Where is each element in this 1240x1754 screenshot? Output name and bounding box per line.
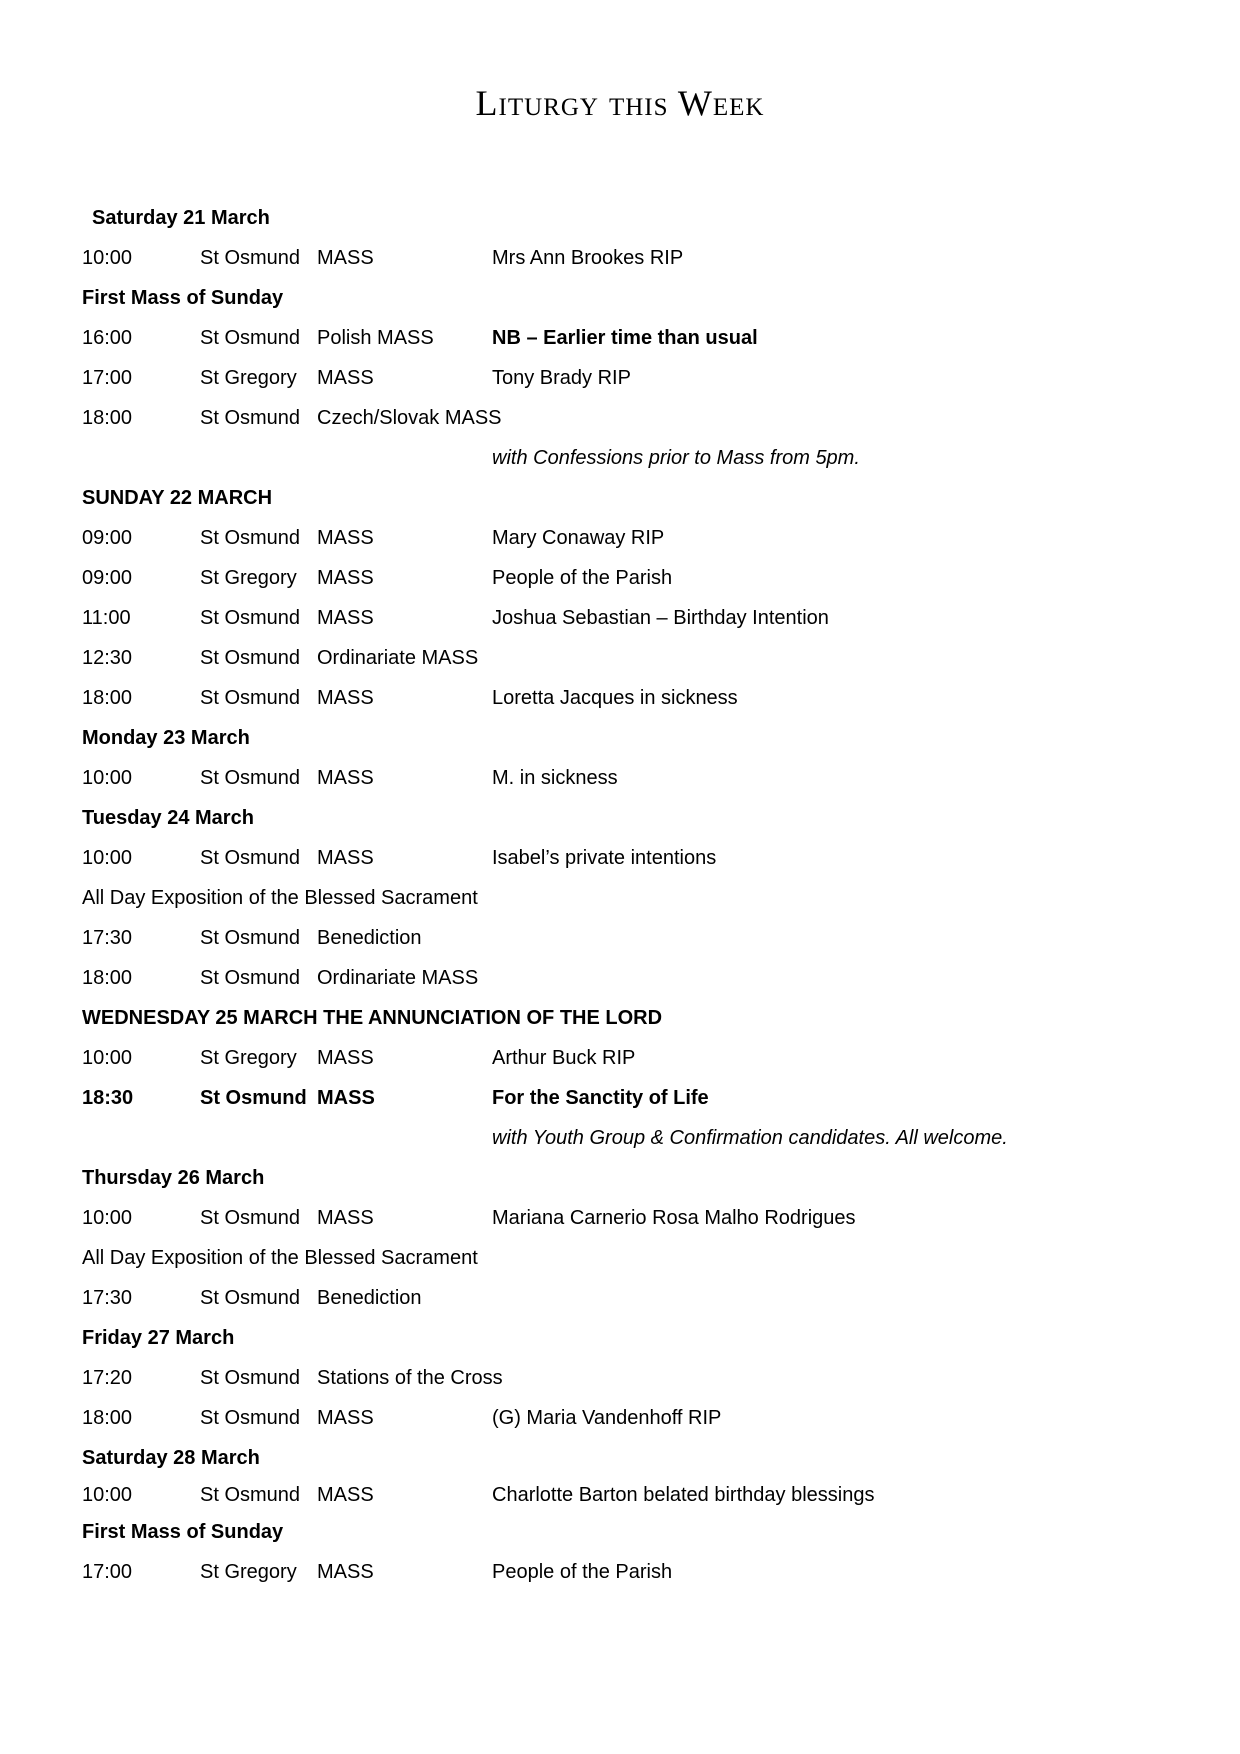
church-cell: St Osmund [200, 967, 301, 989]
day-header: WEDNESDAY 25 MARCH THE ANNUNCIATION OF THE LORD [82, 1007, 663, 1029]
time-cell: 11:00 [82, 607, 131, 629]
day-header: Monday 23 March [82, 727, 250, 749]
time-cell: 16:00 [82, 327, 133, 349]
time-cell: 17:00 [82, 1561, 133, 1583]
intention-cell: Isabel’s private intentions [492, 847, 717, 869]
time-cell: 10:00 [82, 767, 133, 789]
time-cell: 18:00 [82, 967, 133, 989]
intention-cell [492, 1358, 1210, 1398]
church-cell: St Gregory [200, 567, 297, 589]
time-cell: 18:30 [82, 1087, 134, 1109]
intention-cell: Arthur Buck RIP [492, 1047, 636, 1069]
intention-cell: Mrs Ann Brookes RIP [492, 247, 684, 269]
church-cell: St Osmund [200, 647, 301, 669]
intention-cell: NB – Earlier time than usual [492, 327, 758, 349]
intention-cell: Mariana Carnerio Rosa Malho Rodrigues [492, 1207, 856, 1229]
schedule-row [82, 1278, 1210, 1318]
schedule-row [82, 398, 1210, 438]
schedule-row [82, 918, 1210, 958]
church-cell: St Gregory [200, 1561, 297, 1583]
schedule-row [82, 638, 1210, 678]
church-cell: St Osmund [200, 527, 301, 549]
schedule-row [82, 758, 1210, 798]
day-header: SUNDAY 22 MARCH [82, 487, 273, 509]
schedule-row [82, 238, 1210, 278]
day-header: Tuesday 24 March [82, 807, 254, 829]
exposition-line: All Day Exposition of the Blessed Sacrament [82, 1247, 478, 1269]
intention-cell: Joshua Sebastian – Birthday Intention [492, 607, 829, 629]
service-cell: MASS [317, 1207, 374, 1229]
time-cell: 17:00 [82, 367, 133, 389]
note-line: with Youth Group & Confirmation candidates. All welcome. [492, 1127, 1008, 1149]
time-cell: 17:30 [82, 1287, 133, 1309]
service-cell: MASS [317, 1087, 375, 1109]
service-cell: Ordinariate MASS [317, 647, 479, 669]
service-cell: MASS [317, 687, 374, 709]
time-cell: 18:00 [82, 407, 133, 429]
intention-cell: People of the Parish [492, 567, 673, 589]
schedule-row [82, 358, 1210, 398]
intention-cell [492, 1278, 1210, 1318]
note-line: with Confessions prior to Mass from 5pm. [492, 447, 860, 469]
time-cell: 17:20 [82, 1367, 133, 1389]
service-cell: Benediction [317, 927, 422, 949]
intention-cell: For the Sanctity of Life [492, 1087, 709, 1109]
church-cell: St Osmund [200, 687, 301, 709]
schedule-row [82, 318, 1210, 358]
service-cell: Czech/Slovak MASS [317, 407, 502, 429]
church-cell: St Osmund [200, 1207, 301, 1229]
page-title: Liturgy this Week [475, 83, 765, 123]
schedule-row [82, 1198, 1210, 1238]
service-cell: MASS [317, 1484, 374, 1506]
schedule-row [82, 518, 1210, 558]
service-cell: MASS [317, 1047, 374, 1069]
subheader: First Mass of Sunday [82, 287, 284, 309]
intention-cell: Loretta Jacques in sickness [492, 687, 738, 709]
church-cell: St Osmund [200, 1087, 307, 1109]
service-cell: MASS [317, 767, 374, 789]
time-cell: 17:30 [82, 927, 133, 949]
day-header: Friday 27 March [82, 1327, 235, 1349]
intention-cell: Tony Brady RIP [492, 367, 631, 389]
church-cell: St Osmund [200, 247, 301, 269]
service-cell: Benediction [317, 1287, 422, 1309]
service-cell: MASS [317, 1561, 374, 1583]
schedule-row [82, 838, 1210, 878]
schedule-row [82, 598, 1210, 638]
intention-cell [492, 398, 1210, 438]
church-cell: St Gregory [200, 367, 297, 389]
church-cell: St Osmund [200, 1484, 301, 1506]
church-cell: St Osmund [200, 1407, 301, 1429]
intention-cell: M. in sickness [492, 767, 618, 789]
schedule-row [82, 1398, 1210, 1438]
intention-cell: (G) Maria Vandenhoff RIP [492, 1407, 722, 1429]
intention-cell: People of the Parish [492, 1561, 673, 1583]
service-cell: Polish MASS [317, 327, 434, 349]
service-cell: MASS [317, 1407, 374, 1429]
time-cell: 09:00 [82, 527, 133, 549]
subheader: First Mass of Sunday [82, 1521, 284, 1543]
church-cell: St Osmund [200, 607, 301, 629]
intention-cell: Mary Conaway RIP [492, 527, 665, 549]
schedule-row [82, 1038, 1210, 1078]
time-cell: 09:00 [82, 567, 133, 589]
liturgy-schedule [82, 198, 1210, 1592]
service-cell: MASS [317, 847, 374, 869]
schedule-row [82, 558, 1210, 598]
intention-cell [492, 958, 1210, 998]
exposition-line: All Day Exposition of the Blessed Sacrament [82, 887, 478, 909]
time-cell: 10:00 [82, 1484, 133, 1506]
schedule-row [82, 1078, 1210, 1118]
church-cell: St Osmund [200, 847, 301, 869]
intention-cell [492, 918, 1210, 958]
intention-cell [492, 638, 1210, 678]
schedule-row [82, 1478, 1210, 1512]
time-cell: 12:30 [82, 647, 133, 669]
time-cell: 10:00 [82, 847, 133, 869]
schedule-row [82, 958, 1210, 998]
schedule-row [82, 678, 1210, 718]
schedule-row [82, 1358, 1210, 1398]
church-cell: St Osmund [200, 407, 301, 429]
schedule-row [82, 1552, 1210, 1592]
service-cell: MASS [317, 567, 374, 589]
church-cell: St Osmund [200, 1367, 301, 1389]
service-cell: Ordinariate MASS [317, 967, 479, 989]
time-cell: 18:00 [82, 687, 133, 709]
church-cell: St Gregory [200, 1047, 297, 1069]
church-cell: St Osmund [200, 327, 301, 349]
church-cell: St Osmund [200, 1287, 301, 1309]
service-cell: Stations of the Cross [317, 1367, 503, 1389]
church-cell: St Osmund [200, 767, 301, 789]
time-cell: 10:00 [82, 1047, 133, 1069]
service-cell: MASS [317, 247, 374, 269]
church-cell: St Osmund [200, 927, 301, 949]
intention-cell: Charlotte Barton belated birthday blessings [492, 1484, 875, 1506]
service-cell: MASS [317, 607, 374, 629]
day-header: Saturday 28 March [82, 1447, 260, 1469]
service-cell: MASS [317, 367, 374, 389]
day-header: Thursday 26 March [82, 1167, 265, 1189]
time-cell: 18:00 [82, 1407, 133, 1429]
time-cell: 10:00 [82, 1207, 133, 1229]
service-cell: MASS [317, 527, 374, 549]
day-header: Saturday 21 March [92, 207, 270, 229]
time-cell: 10:00 [82, 247, 133, 269]
